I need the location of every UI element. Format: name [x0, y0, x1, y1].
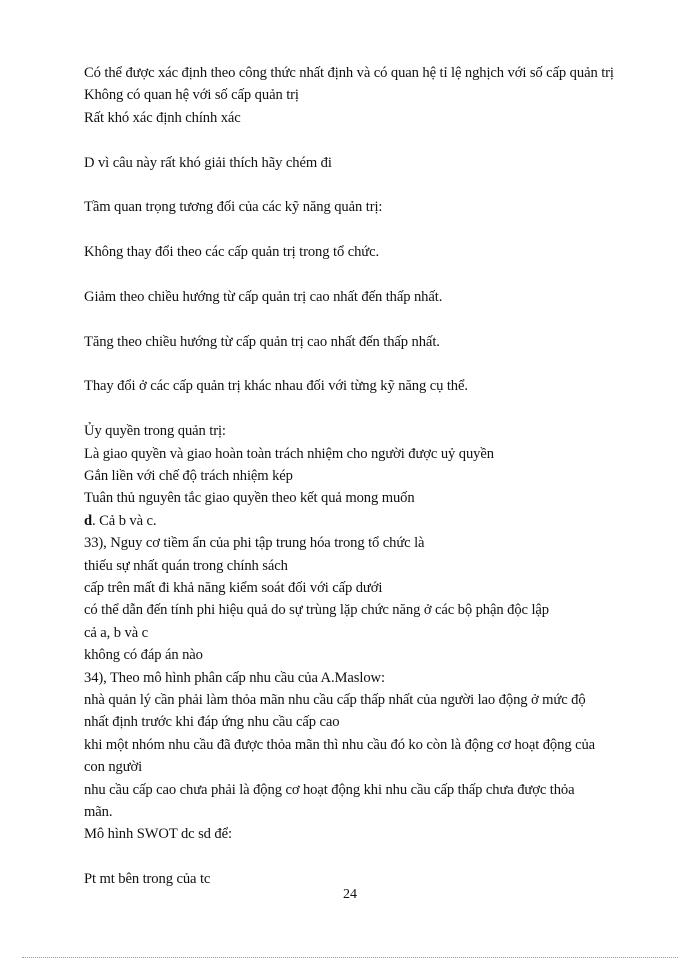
blank-line	[84, 398, 644, 420]
question-heading: 34), Theo mô hình phân cấp nhu cầu của A.Maslow:	[84, 669, 385, 686]
blank-line	[84, 174, 644, 196]
answer-option: cấp trên mất đi khả năng kiểm soát đối với cấp dưới	[84, 579, 383, 596]
text-line: Không có quan hệ với số cấp quản trị	[84, 87, 299, 104]
option-text: . Cả b và c.	[92, 512, 157, 529]
page-number: 24	[343, 887, 357, 902]
answer-option: khi một nhóm nhu cầu đã được thỏa mãn thì nhu cầu đó ko còn là động cơ hoạt động của	[84, 736, 596, 753]
text-line: D vì câu này rất khó giải thích hãy chém đi	[84, 154, 332, 171]
answer-option-continued: mãn.	[84, 803, 113, 820]
blank-line	[84, 219, 644, 241]
blank-line	[84, 308, 644, 330]
answer-option: Thay đổi ở các cấp quản trị khác nhau đối với từng kỹ năng cụ thể.	[84, 378, 468, 395]
answer-option-d	[84, 510, 644, 532]
text-line: Có thể được xác định theo công thức nhất định và có quan hệ tỉ lệ nghịch với số cấp quản trị	[84, 65, 614, 81]
blank-line	[84, 264, 644, 286]
text-line: Rất khó xác định chính xác	[84, 109, 241, 126]
question-heading: Mô hình SWOT dc sd để:	[84, 826, 232, 843]
answer-option: Là giao quyền và giao hoàn toàn trách nhiệm cho người được uỷ quyền	[84, 445, 494, 462]
question-heading: Tầm quan trọng tương đối của các kỹ năng quản trị:	[84, 199, 383, 216]
blank-line	[84, 846, 644, 868]
answer-option-continued: con người	[84, 759, 143, 776]
answer-option: nhà quản lý cần phải làm thỏa mãn nhu cầu cấp thấp nhất của người lao động ở mức độ	[84, 691, 586, 708]
blank-line	[84, 353, 644, 375]
answer-option: cả a, b và c	[84, 624, 149, 641]
answer-option: không có đáp án nào	[84, 647, 203, 664]
answer-option: có thể dẫn đến tính phi hiệu quả do sự trùng lặp chức năng ở các bộ phận độc lập	[84, 602, 549, 619]
answer-option: Tuân thủ nguyên tắc giao quyền theo kết quả mong muốn	[84, 490, 415, 507]
question-heading: 33), Nguy cơ tiềm ẩn của phi tập trung hóa trong tổ chức là	[84, 535, 425, 552]
document-body	[84, 62, 644, 890]
answer-option-continued: nhất định trước khi đáp ứng nhu cầu cấp cao	[84, 714, 340, 731]
option-letter: d	[84, 512, 93, 529]
answer-option: Pt mt bên trong của tc	[84, 871, 211, 888]
answer-option: Gắn liền với chế độ trách nhiệm kép	[84, 468, 293, 485]
answer-option: nhu cầu cấp cao chưa phải là động cơ hoạt động khi nhu cầu cấp thấp chưa được thỏa	[84, 781, 575, 798]
page-bottom-border	[22, 957, 678, 958]
answer-option: Giảm theo chiều hướng từ cấp quản trị cao nhất đến thấp nhất.	[84, 288, 443, 305]
blank-line	[84, 129, 644, 151]
answer-option: Không thay đổi theo các cấp quản trị trong tổ chức.	[84, 244, 379, 261]
answer-option: Tăng theo chiều hướng từ cấp quản trị cao nhất đến thấp nhất.	[84, 333, 440, 350]
answer-option: thiếu sự nhất quán trong chính sách	[84, 557, 288, 574]
question-heading: Ủy quyền trong quản trị:	[84, 423, 226, 440]
